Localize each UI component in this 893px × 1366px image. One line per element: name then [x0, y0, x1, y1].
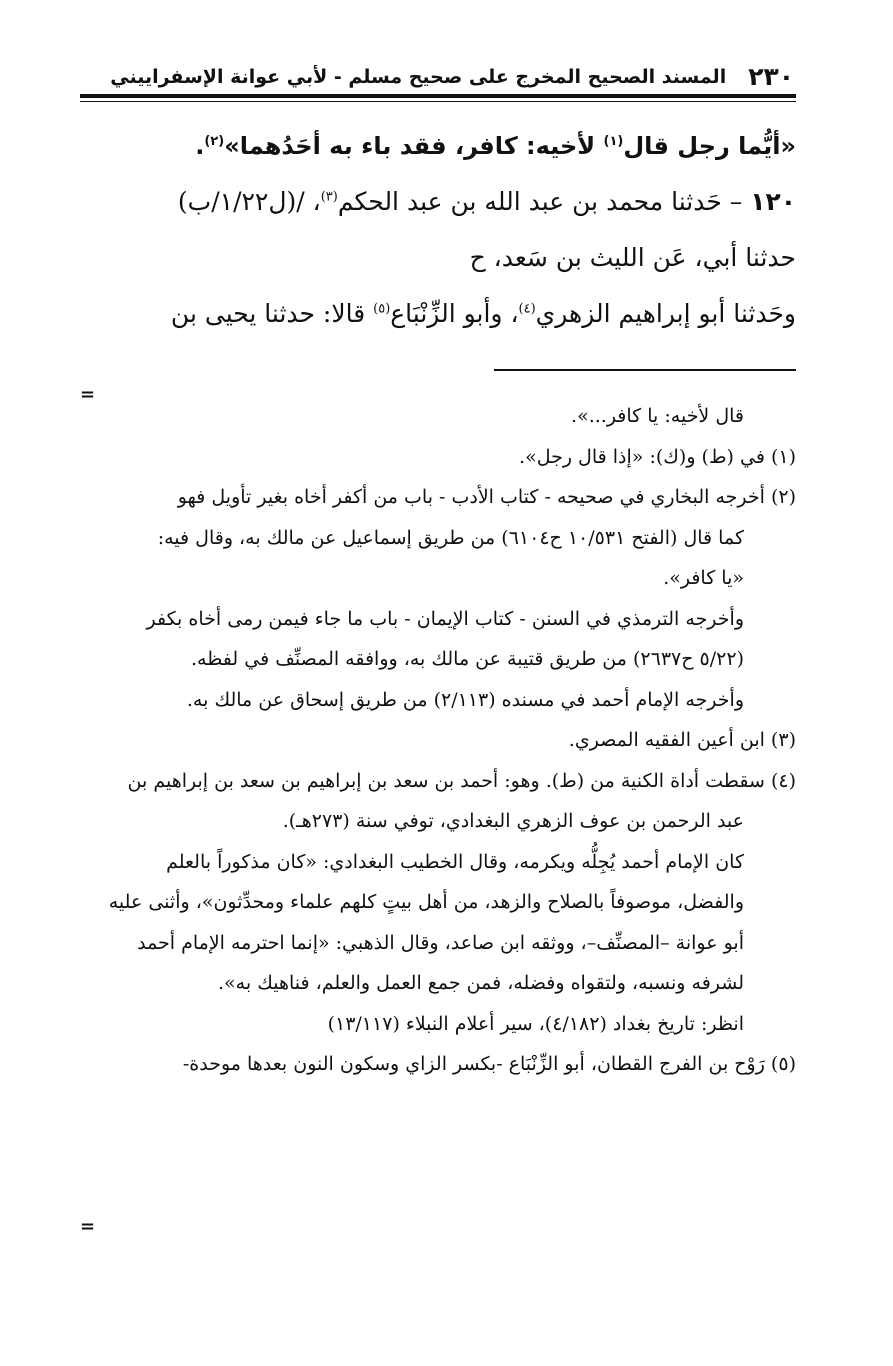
main-line-2	[80, 174, 796, 230]
footnote-line: (١) في (ط) و(ك): «إذا قال رجل».	[519, 445, 796, 468]
footnote-line: وأخرجه الترمذي في السنن - كتاب الإيمان - باب ما جاء فيمن رمى أخاه بكفر	[146, 607, 744, 630]
isnad-text-3: وحَدثنا أبو إبراهيم الزهري	[535, 299, 796, 328]
footnote-line: (٤) سقطت أداة الكنية من (ط). وهو: أحمد بن سعد بن إبراهيم بن سعد بن إبراهيم بن	[127, 769, 796, 792]
footnote-line: قال لأخيه: يا كافر...».	[571, 405, 744, 427]
footnote-line: وأخرجه الإمام أحمد في مسنده (٢/١١٣) من طريق إسحاق عن مالك به.	[186, 688, 744, 711]
hadith-number: ١٢٠	[750, 187, 796, 216]
running-title: المسند الصحيح المخرج على صحيح مسلم - لأبي عوانة الإسفراييني	[110, 66, 727, 88]
isnad-text-2: حدثنا أبي، عَن الليث بن سَعد، ح	[469, 243, 796, 272]
footnote-line: انظر: تاريخ بغداد (٤/١٨٢)، سير أعلام النبلاء (١٣/١١٧)	[327, 1012, 744, 1035]
header-rule-thin	[80, 101, 796, 102]
footnote-ref-3: (٣)	[320, 189, 338, 205]
header-rule-thick	[80, 94, 796, 98]
main-text	[80, 118, 796, 342]
footnote-ref-2: (٢)	[204, 134, 225, 149]
footnote-line: (٢) أخرجه البخاري في صحيحه - كتاب الأدب - باب من أكفر أخاه بغير تأويل فهو	[177, 486, 796, 508]
footnote-line: لشرفه ونسبه، ولتقواه وفضله، فمن جمع العمل والعلم، فناهيك به».	[218, 972, 744, 994]
footnote-line: كان الإمام أحمد يُجِلُّه ويكرمه، وقال الخطيب البغدادي: «كان مذكوراً بالعلم	[166, 850, 744, 873]
footnote-line: (٥/٢٢ ح٢٦٣٧) من طريق قتيبة عن مالك به، ووافقه المصنِّف في لفظه.	[191, 648, 744, 670]
page-number: ٢٣٠	[748, 62, 794, 91]
footnote-ref-4: (٤)	[518, 301, 536, 317]
footnote-line: عبد الرحمن بن عوف الزهري البغدادي، توفي سنة (٢٧٣هـ).	[282, 810, 744, 832]
footnote-line: والفضل، موصوفاً بالصلاح والزهد، من أهل بيتٍ كلهم علماء ومحدِّثون»، وأثنى عليه	[108, 891, 744, 913]
page-header	[82, 58, 794, 92]
footnote-ref-1: (١)	[603, 134, 624, 149]
hadith-text-end: .	[195, 132, 205, 160]
hadith-text-1: «أيُّما رجل قال	[623, 132, 796, 160]
footnotes	[80, 396, 796, 1085]
isnad-text-4: ، وأبو الزِّنْبَاع	[390, 299, 519, 328]
footnote-line: «يا كافر».	[663, 567, 744, 589]
footnote-ref-5: (٥)	[373, 301, 391, 317]
main-line-4	[80, 286, 796, 342]
continuation-mark-bottom: =	[80, 1216, 96, 1237]
isnad-text-1: – حَدثنا محمد بن عبد الله بن عبد الحكم	[337, 187, 751, 216]
continuation-mark-top: =	[80, 384, 96, 405]
footnote-line: (٥) رَوْح بن الفرج القطان، أبو الزِّنْبَاع -بكسر الزاي وسكون النون بعدها موحدة-	[182, 1053, 796, 1075]
main-line-3	[80, 230, 796, 286]
isnad-text-5: قالا: حدثنا يحيى بن	[170, 299, 374, 328]
footnote-separator	[494, 369, 796, 371]
footnote-line: كما قال (الفتح ١٠/٥٣١ ح٦١٠٤) من طريق إسماعيل عن مالك به، وقال فيه:	[157, 526, 744, 549]
footnote-line: أبو عوانة –المصنِّف–، ووثقه ابن صاعد، وقال الذهبي: «إنما احترمه الإمام أحمد	[137, 931, 744, 954]
manuscript-ref: ، /(ل١/٢٢/ب)	[177, 187, 321, 216]
main-line-1	[80, 118, 796, 174]
footnote-line: (٣) ابن أعين الفقيه المصري.	[568, 729, 796, 751]
hadith-text-2: لأخيه: كافر، فقد باء به أحَدُهما»	[224, 132, 604, 160]
